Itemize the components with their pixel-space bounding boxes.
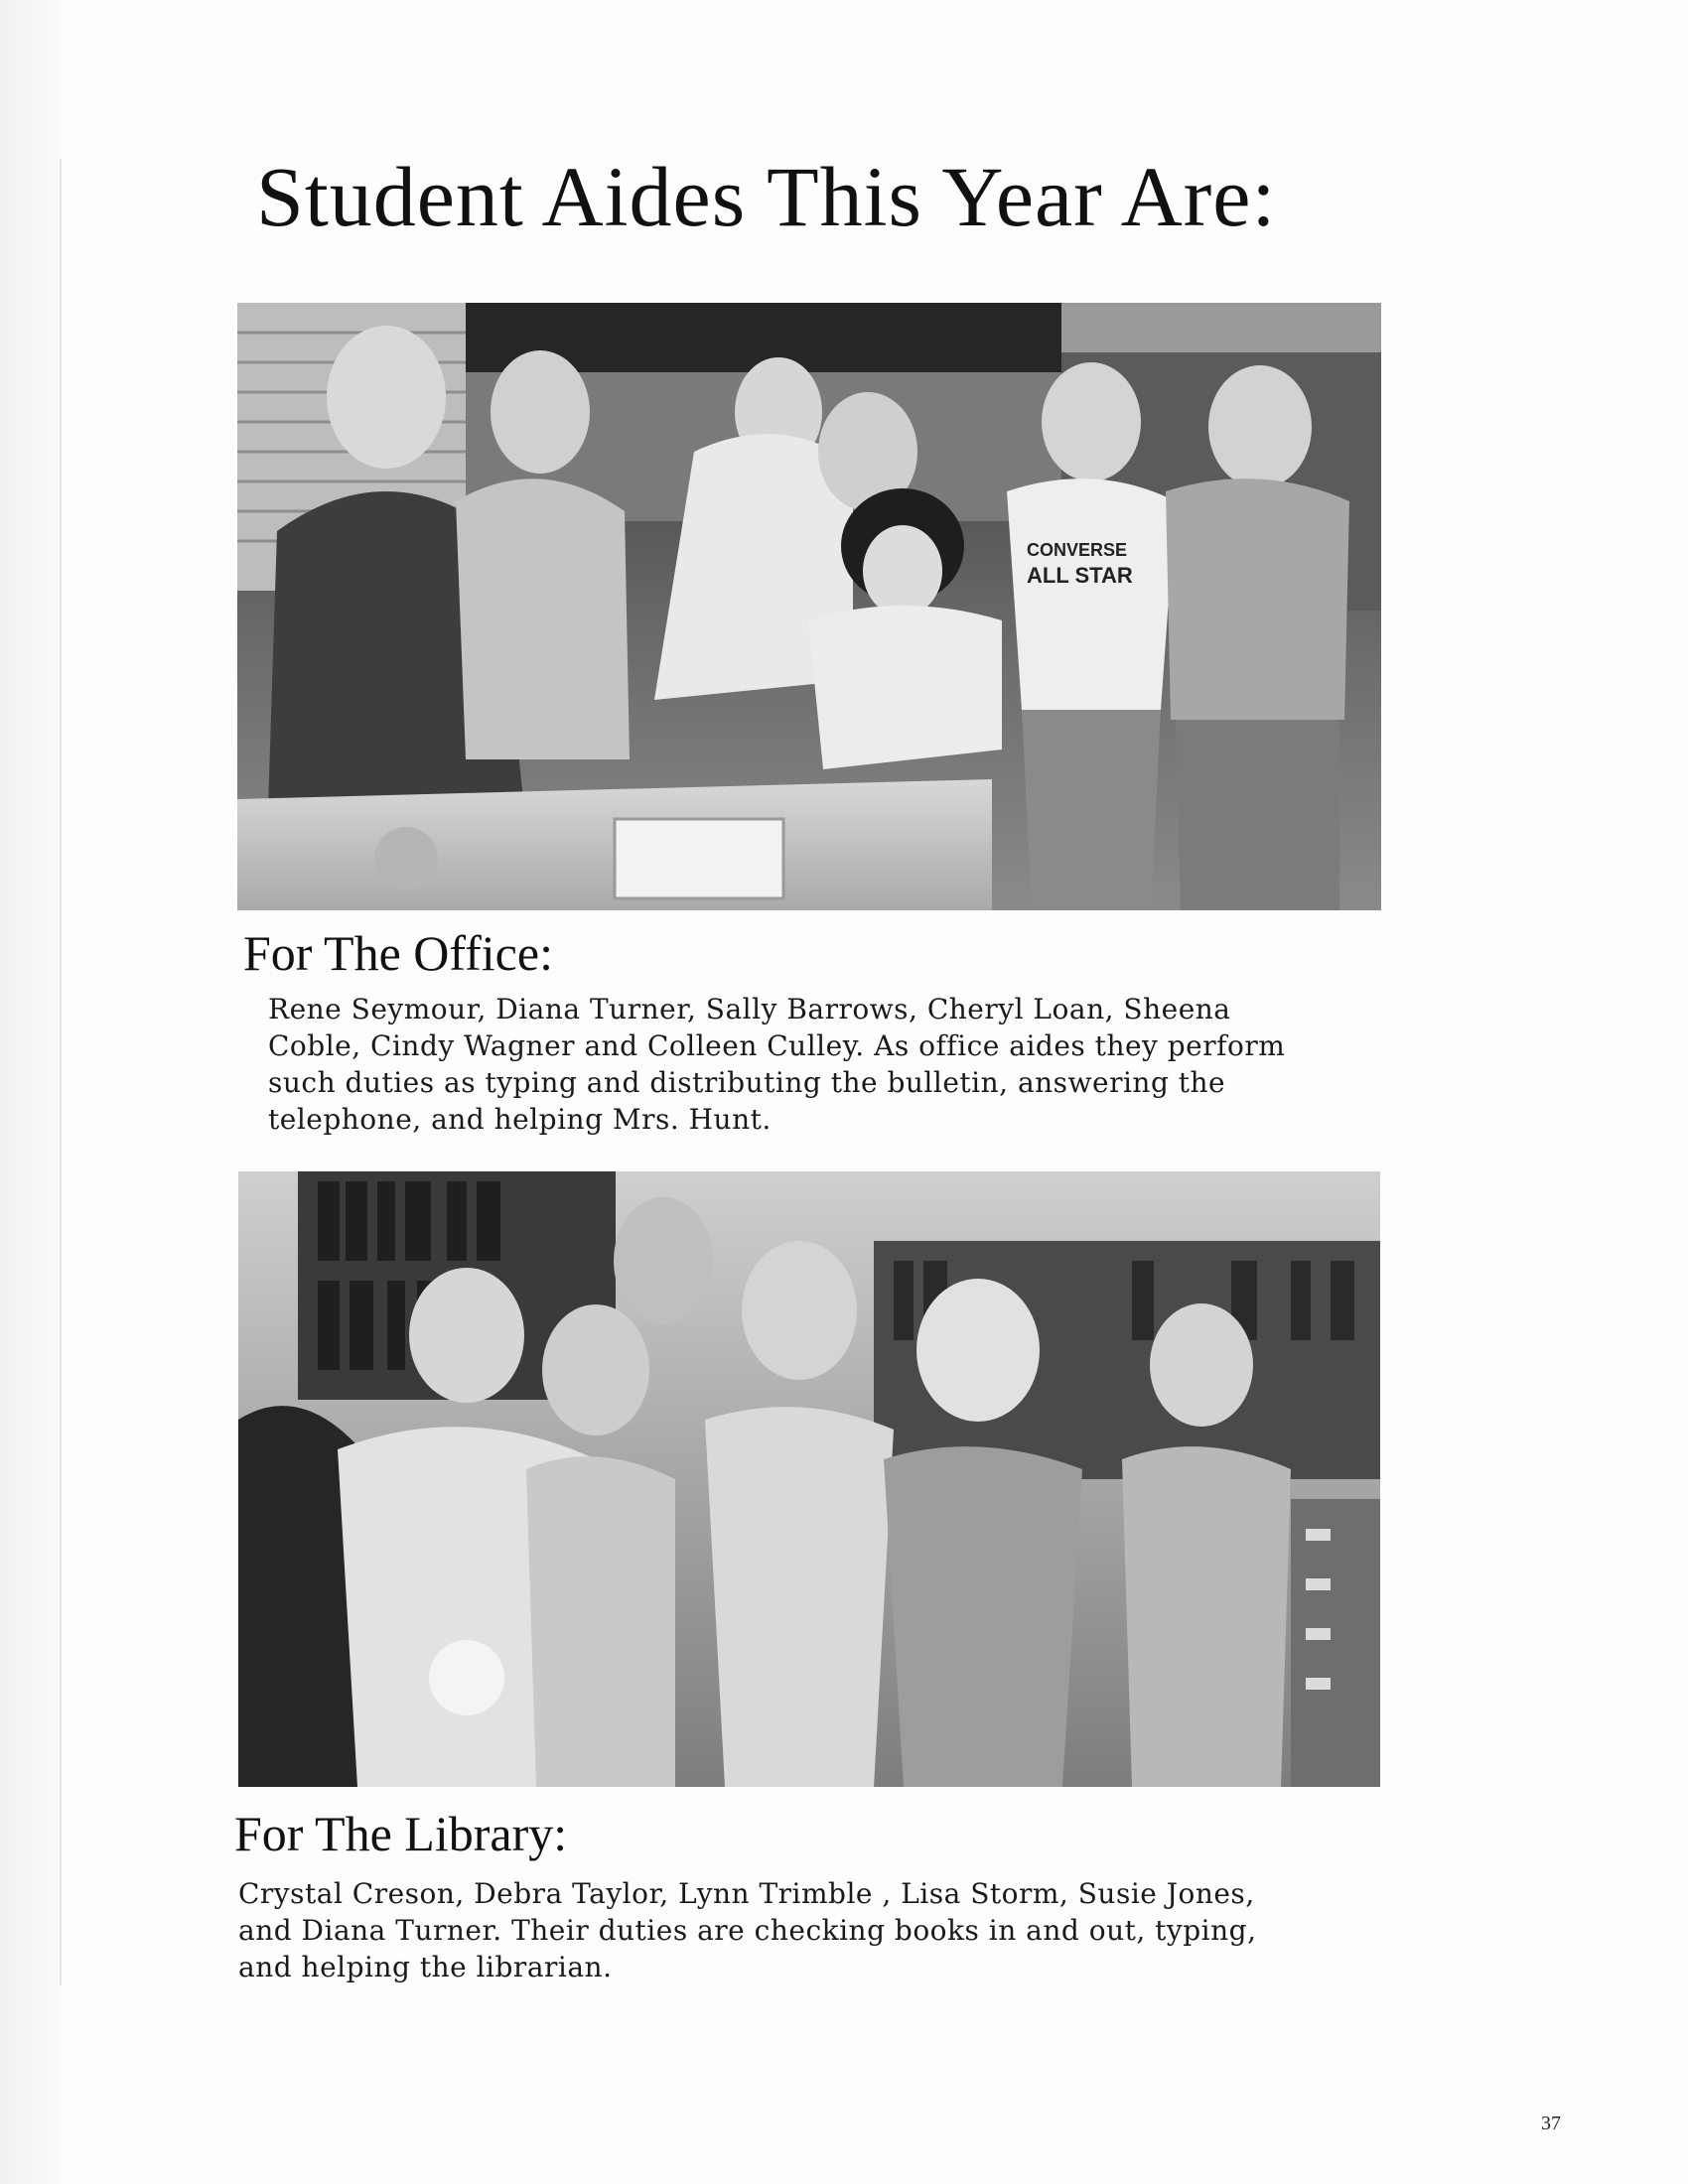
library-caption	[238, 1875, 1256, 1985]
page-number: 37	[1541, 2113, 1561, 2134]
page-title: Student Aides This Year Are:	[256, 149, 1277, 244]
shirt-brand-text: CONVERSE	[1027, 540, 1128, 560]
office-caption-line: Rene Seymour, Diana Turner, Sally Barrows, Cheryl Loan, Sheena	[268, 993, 1231, 1025]
office-caption-line: telephone, and helping Mrs. Hunt.	[268, 1103, 772, 1136]
library-heading: For The Library:	[234, 1806, 568, 1861]
office-caption	[268, 991, 1285, 1138]
office-aides-photo	[237, 303, 1381, 910]
library-caption-line: and Diana Turner. Their duties are checking books in and out, typing,	[238, 1914, 1257, 1947]
shirt-line2-text: ALL STAR	[1027, 563, 1133, 588]
page-gutter	[0, 0, 62, 2184]
gutter-crease	[60, 159, 62, 1985]
office-caption-line: Coble, Cindy Wagner and Colleen Culley. As office aides they perform	[268, 1029, 1286, 1062]
library-caption-line: Crystal Creson, Debra Taylor, Lynn Trimble , Lisa Storm, Susie Jones,	[238, 1877, 1255, 1910]
library-caption-line: and helping the librarian.	[238, 1951, 613, 1983]
office-caption-line: such duties as typing and distributing the bulletin, answering the	[268, 1066, 1226, 1099]
library-aides-photo	[238, 1171, 1380, 1787]
office-heading: For The Office:	[243, 925, 553, 981]
